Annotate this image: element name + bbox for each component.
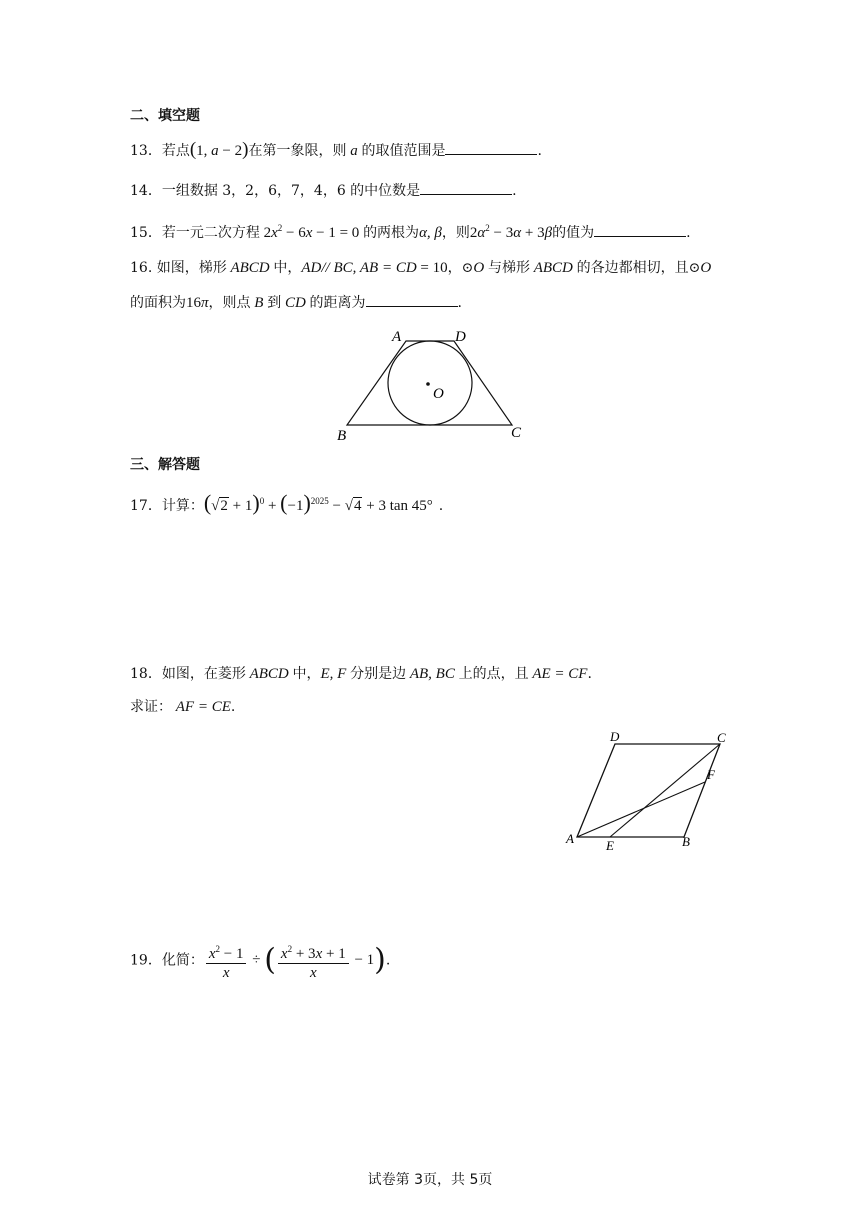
q16-text-7: ，则点 xyxy=(208,295,251,311)
q18-proof-label: 求证： xyxy=(130,699,172,715)
q13-text: 若点 xyxy=(161,143,190,159)
q19-period: . xyxy=(385,952,391,969)
q15-answer-blank[interactable] xyxy=(594,222,686,237)
q18-proof-period: . xyxy=(230,699,236,715)
q15-expression: $2\alpha^2 - 3\alpha + 3\beta$ xyxy=(469,223,553,241)
label-d: D xyxy=(610,729,620,744)
q16-period: . xyxy=(457,295,462,311)
question-13: 13．若点(1, a − 2)在第一象限，则 a 的取值范围是 . xyxy=(130,139,542,160)
q16-text-3: ，⊙ xyxy=(447,260,474,276)
q13-answer-blank[interactable] xyxy=(445,140,537,155)
trapezoid-shape xyxy=(347,341,512,425)
q18-text: 如图，在菱形 xyxy=(161,666,246,682)
segment-ce xyxy=(610,744,720,837)
question-16-line-1: 16. 如图，梯形 ABCD 中，AD// BC, AB = CD = 10，⊙O 与梯形 ABCD 的各边都相切，且⊙O xyxy=(130,260,712,276)
label-c: C xyxy=(511,425,522,441)
q13-point: (1, a − 2) xyxy=(189,139,249,160)
question-16-line-2: 的面积为16π，则点 B 到 CD 的距离为 . xyxy=(130,292,462,313)
q13-number: 13． xyxy=(130,143,162,159)
q16-text-9: 的距离为 xyxy=(309,295,366,311)
section-fill-in-title: 二、填空题 xyxy=(130,108,200,124)
section-answer-title: 三、解答题 xyxy=(130,457,200,473)
q16-text-6: 的面积为 xyxy=(130,295,186,311)
q17-expression: $(√2 + 1)^0 + (-1)^{2025} - √4 + 3$ tan 45° xyxy=(203,490,433,515)
question-18-proof: 求证： AF = CE. xyxy=(130,699,236,715)
label-c: C xyxy=(717,730,726,745)
q16-conditions: AD// BC, AB = CD xyxy=(301,260,421,276)
q15-text: 若一元二次方程 xyxy=(161,225,260,241)
label-b: B xyxy=(337,428,347,444)
question-18: 18．如图，在菱形 ABCD 中，E, F 分别是边 AB, BC 上的点，且 AE = CF. xyxy=(130,666,592,682)
q17-number: 17． xyxy=(130,498,162,514)
rhombus-figure xyxy=(560,725,740,855)
q16-abcd: ABCD xyxy=(226,260,274,276)
rhombus-shape xyxy=(577,744,720,837)
label-f: F xyxy=(707,767,715,782)
q16-text-8: 到 xyxy=(267,295,282,311)
inscribed-circle xyxy=(388,341,472,425)
label-a: A xyxy=(566,831,574,846)
page-footer: 试卷第 3页，共 5页 xyxy=(367,1172,493,1188)
q15-equation: $2x^2 - 6x - 1 = 0$ xyxy=(259,223,364,241)
question-19 xyxy=(130,940,390,982)
q16-text-4: 与梯形 xyxy=(487,260,530,276)
label-e: E xyxy=(606,838,614,853)
q15-number: 15． xyxy=(130,225,162,241)
q16-text: 如图，梯形 xyxy=(156,260,227,276)
q15-roots: α, β xyxy=(419,225,442,241)
q15-text-4: 的值为 xyxy=(552,225,595,241)
label-o: O xyxy=(433,386,444,402)
q15-period: . xyxy=(686,225,691,241)
q14-answer-blank[interactable] xyxy=(420,180,512,195)
trapezoid-figure xyxy=(330,326,540,444)
q16-text-2: 中， xyxy=(273,260,302,276)
q19-text: 化简： xyxy=(161,952,204,969)
q14-period: . xyxy=(512,183,517,199)
label-b: B xyxy=(682,834,690,849)
q18-text-2: 中， xyxy=(292,666,321,682)
q14-text: 一组数据 3，2，6，7，4，6 的中位数是 xyxy=(161,183,421,199)
q18-period: . xyxy=(587,666,592,682)
q18-text-3: 分别是边 xyxy=(350,666,407,682)
q13-text-2: 在第一象限，则 xyxy=(248,143,347,159)
q16-answer-blank[interactable] xyxy=(366,292,458,307)
q15-text-2: 的两根为 xyxy=(363,225,420,241)
q13-period: . xyxy=(537,143,542,159)
q15-text-3: ，则 xyxy=(441,225,470,241)
center-point xyxy=(426,382,430,386)
label-a: A xyxy=(392,329,402,345)
question-17 xyxy=(130,488,443,519)
q17-period: . xyxy=(438,498,444,514)
q16-text-5: 的各边都相切，且⊙ xyxy=(576,260,701,276)
q17-text: 计算： xyxy=(161,498,204,514)
q18-number: 18． xyxy=(130,666,162,682)
question-15 xyxy=(130,218,691,243)
q19-expression: $\frac{x^2 - 1}{x}$ ÷ ( $\frac{x^2 + 3x + 1}{x}$ − 1) xyxy=(204,952,386,968)
q13-text-3: 的取值范围是 xyxy=(361,143,446,159)
q18-text-4: 上的点，且 xyxy=(458,666,529,682)
q14-number: 14． xyxy=(130,183,162,199)
q16-number: 16. xyxy=(130,260,157,276)
label-d: D xyxy=(455,329,466,345)
question-14 xyxy=(130,180,517,201)
q19-number: 19． xyxy=(130,952,162,969)
